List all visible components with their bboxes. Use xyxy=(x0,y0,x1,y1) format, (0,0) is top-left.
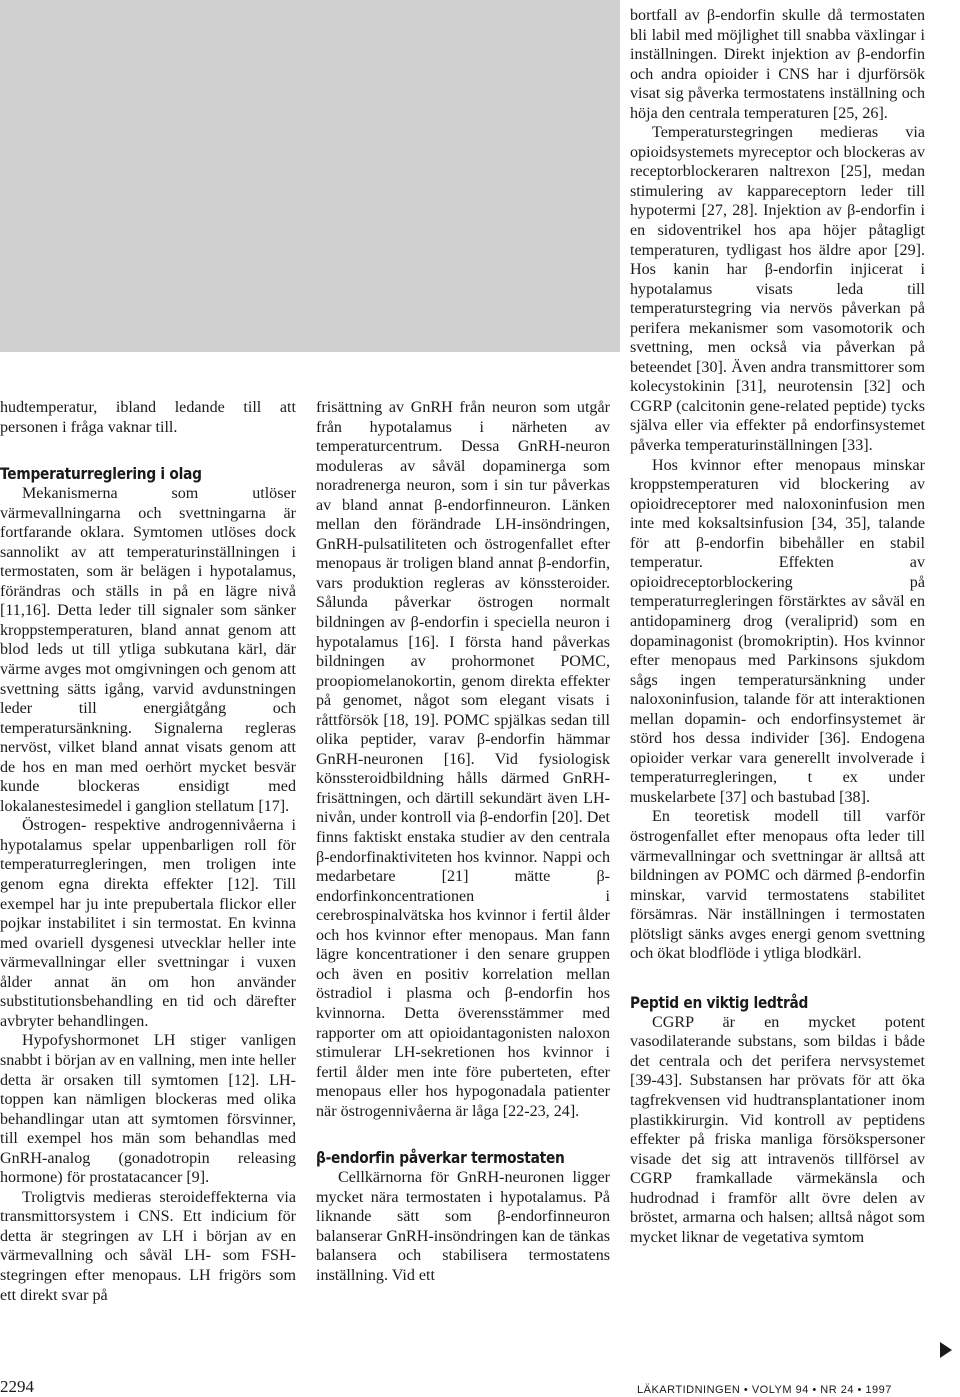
column-2 xyxy=(316,398,610,1286)
paragraph: En teoretisk modell till varför östrogenfallet efter menopaus ofta leder till värmevallningar och svettningar är alltså att bildningen av POMC och därmed β-endorfin minskar, varvid termostatens stabilitet försämras. När inställningen i termostaten plötsligt sänks avges energi genom svettning och ökat blodflöde i ytliga blodkärl. xyxy=(630,808,925,963)
column-3 xyxy=(630,6,925,1247)
section-heading: β-endorfin påverkar termostaten xyxy=(316,1148,565,1168)
paragraph: Hos kvinnor efter menopaus minskar kroppstemperaturen vid blockering av opioidreceptorer med naloxoninfusion men inte med koksaltsinfusion [34, 35], talande för att β-endorfin bibehåller en stabil temperatur. Effekten av opioidreceptorblockering på temperaturregleringen förstärktes av såväl en antidopaminerg drog (veraliprid) som en dopaminagonist (bromokriptin). Hos kvinnor efter menopaus med Parkinsons sjukdom sågs ingen temperatursänkning under naloxoninfusion, talande för att interaktionen mellan dopamin- och endorfinsystemet är störd hos dessa individer [36]. Endogena opioider verkar vara generellt involverade i temperaturregleringen, t ex under muskelarbete [37] och bastubad [38]. xyxy=(630,456,925,806)
paragraph: Mekanismerna som utlöser värmevallningarna och svettningarna är fortfarande oklara. Symtomen utlöses dock sannolikt av att temperaturinställningen i termostaten, som är belägen i hypotalamus, förändras och ställs in på en lägre nivå [11,16]. Detta leder till signaler som sänker kroppstemperaturen, bland annat genom att blod leds ut till ytliga subkutana kärl, där värme avges mot omgivningen och genom att svettning sätts igång, varvid avdunstningen leder till energiåtgång och temperatursänkning. Signalerna regleras nervöst, vilket bland annat visats genom att de hos en man med oerhört mycket besvär kunde blockeras ensidigt med lokalanestesimedel i ganglion stellatum [17]. xyxy=(0,485,296,815)
paragraph: Hypofyshormonet LH stiger vanligen snabbt i början av en vallning, men inte heller detta är orsaken till symtomen [12]. LH-toppen kan nämligen blockeras med olika behandlingar utan att symtomen försvinner, till exempel hos män som behandlas med GnRH-analog (gonadotropin releasing hormone) för prostatacancer [9]. xyxy=(0,1032,296,1187)
paragraph: Troligtvis medieras steroideffekterna via transmittorsystem i CNS. Ett indicium för detta är stegringen av LH i början av en värmevallning och såväl LH- som FSH-stegringen efter menopaus. LH frigörs som ett direkt svar på xyxy=(0,1188,296,1304)
paragraph: Östrogen- respektive androgennivåerna i hypotalamus spelar uppenbarligen roll för temperaturregleringen, men troligen inte genom egna direkta effekter [12]. Till exempel har ju inte prepubertala flickor eller pojkar instabilitet i sin termostat. En kvinna med ovariell dysgenesi utvecklar heller inte värmevallningar eller svettningar i vuxen ålder annat än om hon använder substitutionsbehandling en tid och därefter avbryter behandlingen. xyxy=(0,817,296,1030)
section-heading: Peptid en viktig ledtråd xyxy=(630,992,809,1012)
page-number: 2294 xyxy=(0,1377,34,1396)
paragraph: Cellkärnorna för GnRH-neuronen ligger mycket nära termostaten i hypotalamus. På liknande sätt som β-endorfinneuron balanserar GnRH-insöndringen kan de tänkas balansera och stabilisera termostatens inställning. Vid ett xyxy=(316,1169,610,1284)
continue-arrow-icon xyxy=(940,1342,952,1358)
paragraph: bortfall av β-endorfin skulle då termostaten bli labil med möjlighet till snabba växlingar i inställningen. Direkt injektion av β-endorfin och andra opioider i CNS har i djurförsök visat sig påverka termostatens inställning och höja den centrala temperaturen [25, 26]. xyxy=(630,7,925,122)
column-1 xyxy=(0,398,296,1305)
paragraph: hudtemperatur, ibland ledande till att personen i fråga vaknar till. xyxy=(0,399,296,436)
figure-placeholder xyxy=(0,0,620,352)
journal-footer: LÄKARTIDNINGEN • VOLYM 94 • NR 24 • 1997 xyxy=(637,1384,892,1396)
paragraph: CGRP är en mycket potent vasodilaterande substans, som bildas i både det centrala och det perifera nervsystemet [39-43]. Substansen har prövats för att öka tagfrekvensen vid hudtransplantationer inom plastikkirurgin. Vid kontroll av peptidens effekter på friska manliga försökspersoner visade det sig att intravenös tillförsel av CGRP framkallade värmekänsla och hudrodnad i framför allt övre delen av bröstet, armarna och halsen; alltså något som mycket liknar de vegetativa symtom xyxy=(630,1013,925,1246)
paragraph: Temperaturstegringen medieras via opioidsystemets myreceptor och blockeras av receptorblockeraren naltrexon [25], medan stimulering av kappareceptorn leder till hypotermi [27, 28]. Injektion av β-endorfin i en sidoventrikel hos apa höjer påtagligt temperaturen, tydligast hos äldre apor [29]. Hos kanin har β-endorfin injicerat i hypotalamus visats leda till temperaturstegring via nervös påverkan på perifera mekanismer som vasomotorik och svettning, men också via påverkan på beteendet [30]. Även andra transmittorer som kolecystokinin [31], neurotensin [32] och CGRP (calcitonin gene-related peptide) tycks själva eller via effekter på endorfinsystemet påverka temperaturinställningen [33]. xyxy=(630,124,925,455)
section-heading: Temperaturreglering i olag xyxy=(0,464,202,484)
paragraph: frisättning av GnRH från neuron som utgår från hypotalamus i närheten av temperaturcentrum. Dessa GnRH-neuron moduleras av såväl dopaminerga som noradrenerga neuron, som i sin tur påverkas av bland annat β-endorfinneuron. Länken mellan den förändrade LH-insöndringen, GnRH-pulsatiliteten och östrogenfallet efter menopaus är troligen bland annat β-endorfin, vars produktion regleras av könssteroider. Sålunda påverkar östrogen normalt bildningen av β-endorfin i speciella neuron i hypotalamus [16]. I första hand påverkas bildningen av prohormonet POMC, proopiomelanokortin, genom direkta effekter på genomet, något som elegant visats i råttförsök [18, 19]. POMC spjälkas sedan till olika peptider, varav β-endorfin hämmar GnRH-neuronen [16]. Vid fysiologisk könssteroidbildning hålls därmed GnRH-frisättningen, och därtill sekundärt även LH-nivån, under kontroll via β-endorfin [20]. Det finns faktiskt enstaka studier av den centrala β-endorfinaktiviteten hos kvinnor. Nappi och medarbetare [21] mätte β-endorfinkoncentrationen i cerebrospinalvätska hos kvinnor i fertil ålder och hos kvinnor efter menopaus. Man fann lägre koncentrationer i den senare gruppen och även en positiv korrelation mellan östradiol i plasma och β-endorfin hos kvinnorna. Detta överensstämmer med rapporter om att opioidantagonisten naloxon stimulerar LH-sekretionen hos kvinnor i fertil ålder men inte före puberteten, efter menopaus eller hos hypogonadala patienter när östrogennivåerna är låga [22-23, 24]. xyxy=(316,399,610,1120)
